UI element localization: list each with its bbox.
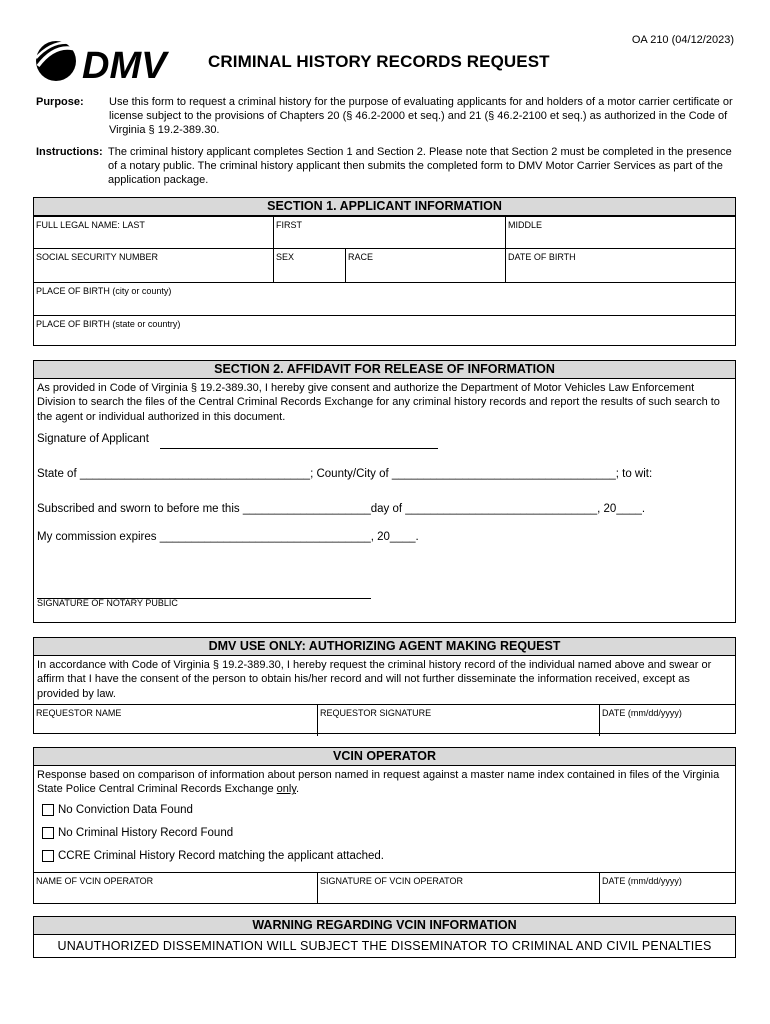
pob-state-row — [34, 315, 735, 347]
purpose-block — [36, 95, 736, 137]
vcin-text-main: Response based on comparison of information about person named in request against a master name index contained in files of the Virginia State Police Central Criminal Records Exchange — [37, 769, 720, 796]
option-label: CCRE Criminal History Record matching the applicant attached. — [58, 850, 384, 862]
section1-title: SECTION 1. APPLICANT INFORMATION — [34, 198, 735, 216]
commission-line[interactable]: My commission expires _________________________________, 20____. — [37, 531, 419, 543]
name-row — [34, 216, 735, 248]
dmv-use-box — [33, 637, 736, 734]
requestor-date-field[interactable]: DATE (mm/dd/yyyy) — [599, 705, 735, 736]
instructions-text: The criminal history applicant completes Section 1 and Section 2. Please note that Section 2 must be completed in the presence of a notary public. The criminal history applicant then submits the completed form to DMV Motor Carrier Services as part of the application package. — [108, 146, 732, 186]
form-id: OA 210 (04/12/2023) — [631, 34, 734, 46]
option-label: No Conviction Data Found — [58, 804, 193, 816]
requestor-signature-field[interactable]: REQUESTOR SIGNATURE — [317, 705, 599, 736]
instructions-label: Instructions: — [36, 146, 103, 158]
applicant-signature-line[interactable] — [160, 448, 438, 449]
checkbox[interactable] — [42, 827, 54, 839]
section2-text: As provided in Code of Virginia § 19.2-389.30, I hereby give consent and authorize the Department of Motor Vehicles Law Enforcement Division to search the files of the Central Criminal Records Exchange for any criminal history records and report the results of such search to the agent or individual authorized in this document. — [37, 382, 720, 423]
requestor-name-field[interactable]: REQUESTOR NAME — [36, 708, 122, 718]
sex-field[interactable]: SEX — [273, 249, 345, 282]
dmv-use-title: DMV USE ONLY: AUTHORIZING AGENT MAKING REQUEST — [34, 638, 735, 656]
requestor-row — [34, 704, 735, 736]
page-title: CRIMINAL HISTORY RECORDS REQUEST — [208, 52, 550, 71]
option-label: No Criminal History Record Found — [58, 827, 234, 839]
sworn-line[interactable]: Subscribed and sworn to before me this ____________________day of ______________________________, 20____. — [37, 503, 646, 515]
first-name-field[interactable]: FIRST — [273, 217, 505, 248]
option-no-history[interactable] — [42, 827, 233, 839]
vcin-text-only: only — [276, 783, 297, 796]
pob-state-field[interactable]: PLACE OF BIRTH (state or country) — [36, 319, 181, 329]
applicant-signature-label: Signature of Applicant — [37, 433, 149, 445]
dmv-use-text: In accordance with Code of Virginia § 19.2-389.30, I hereby request the criminal history record of the individual named above and swear or affirm that I have the consent of the person to obtain his/her record and will not further disseminate the information received, except as provided by law. — [37, 659, 712, 700]
pob-city-row — [34, 282, 735, 315]
dmv-logo — [34, 36, 194, 86]
purpose-text: Use this form to request a criminal history for the purpose of evaluating applicants for and holders of a motor carrier certificate or license subject to the provisions of Chapters 20 (§ 46.2-2000 et seq.) and 21 (§ 46.2-2100 et seq.) as authorized in the Code of Virginia § 19.2-389.30. — [109, 96, 733, 136]
ssn-field[interactable]: SOCIAL SECURITY NUMBER — [36, 252, 159, 262]
middle-name-field[interactable]: MIDDLE — [505, 217, 735, 248]
dob-field[interactable]: DATE OF BIRTH — [505, 249, 735, 282]
pob-city-field[interactable]: PLACE OF BIRTH (city or county) — [36, 286, 172, 296]
section2-box — [33, 360, 736, 623]
vcin-operator-signature-field[interactable]: SIGNATURE OF VCIN OPERATOR — [317, 873, 599, 904]
vcin-box — [33, 747, 736, 904]
section1-box — [33, 197, 736, 346]
option-no-conviction[interactable] — [42, 804, 193, 816]
state-county-line[interactable]: State of ____________________________________; County/City of ___________________________________; to wit: — [37, 468, 653, 480]
logo-text: DMV — [82, 45, 167, 86]
vcin-operator-name-field[interactable]: NAME OF VCIN OPERATOR — [36, 876, 154, 886]
warning-title: WARNING REGARDING VCIN INFORMATION — [34, 917, 735, 935]
option-ccre-attached[interactable] — [42, 850, 384, 862]
instructions-block — [36, 145, 736, 187]
warning-box — [33, 916, 736, 958]
vcin-operator-row — [34, 872, 735, 904]
checkbox[interactable] — [42, 850, 54, 862]
vcin-date-field[interactable]: DATE (mm/dd/yyyy) — [599, 873, 735, 904]
race-field[interactable]: RACE — [345, 249, 505, 282]
vcin-text-end: . — [296, 783, 300, 796]
last-name-field[interactable]: FULL LEGAL NAME: LAST — [36, 220, 145, 230]
notary-signature-label: SIGNATURE OF NOTARY PUBLIC — [37, 598, 178, 608]
vcin-title: VCIN OPERATOR — [34, 748, 735, 766]
checkbox[interactable] — [42, 804, 54, 816]
ssn-row — [34, 248, 735, 282]
warning-text: UNAUTHORIZED DISSEMINATION WILL SUBJECT THE DISSEMINATOR TO CRIMINAL AND CIVIL PENALTIES — [57, 939, 712, 953]
section2-title: SECTION 2. AFFIDAVIT FOR RELEASE OF INFORMATION — [34, 361, 735, 379]
purpose-label: Purpose: — [36, 96, 84, 108]
vcin-text — [34, 766, 735, 797]
